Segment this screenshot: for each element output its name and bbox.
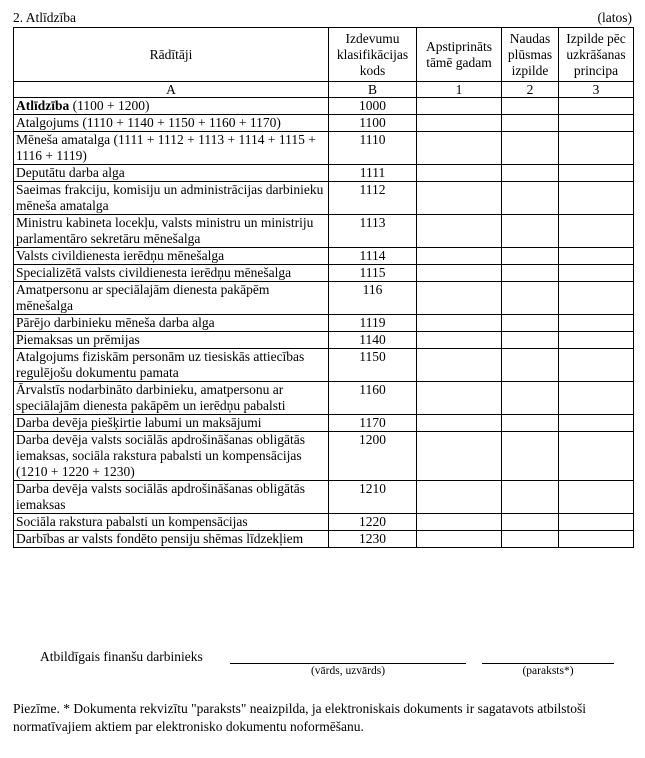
- cell-approved[interactable]: [417, 282, 502, 315]
- table-row: [14, 514, 634, 531]
- section-heading: [13, 9, 632, 27]
- row-code: 1210: [329, 481, 417, 514]
- cell-approved[interactable]: [417, 132, 502, 165]
- table-row: [14, 382, 634, 415]
- cell-approved[interactable]: [417, 531, 502, 548]
- cell-accrual[interactable]: [559, 248, 634, 265]
- cell-accrual[interactable]: [559, 98, 634, 115]
- row-label: Amatpersonu ar speciālajām dienesta pakāpēm mēnešalga: [14, 282, 329, 315]
- row-label: Darba devēja piešķirtie labumi un maksājumi: [14, 415, 329, 432]
- cell-accrual[interactable]: [559, 415, 634, 432]
- cell-cashflow[interactable]: [502, 98, 559, 115]
- header-code: Izdevumu klasifikācijas kods: [329, 28, 417, 82]
- table-row: [14, 481, 634, 514]
- cell-cashflow[interactable]: [502, 332, 559, 349]
- column-letter: 3: [559, 82, 634, 98]
- row-label: Darba devēja valsts sociālās apdrošināšanas obligātās iemaksas: [14, 481, 329, 514]
- table-row: [14, 531, 634, 548]
- cell-approved[interactable]: [417, 98, 502, 115]
- cell-accrual[interactable]: [559, 265, 634, 282]
- table-row: [14, 265, 634, 282]
- cell-cashflow[interactable]: [502, 115, 559, 132]
- row-code: 1114: [329, 248, 417, 265]
- cell-accrual[interactable]: [559, 315, 634, 332]
- name-caption: (vārds, uzvārds): [310, 665, 386, 677]
- row-code: 1112: [329, 182, 417, 215]
- table-header-row: [14, 28, 634, 82]
- row-code: 1000: [329, 98, 417, 115]
- cell-accrual[interactable]: [559, 382, 634, 415]
- footnote: Piezīme. * Dokumenta rekvizītu "paraksts" neaizpilda, ja elektroniskais dokuments ir sagatavots atbilstoši normatīvajiem aktiem par elektronisko dokumentu noformēšanu.: [13, 701, 587, 734]
- cell-accrual[interactable]: [559, 514, 634, 531]
- row-code: 1140: [329, 332, 417, 349]
- row-code: 1115: [329, 265, 417, 282]
- cell-cashflow[interactable]: [502, 182, 559, 215]
- cell-cashflow[interactable]: [502, 415, 559, 432]
- row-label: Ārvalstīs nodarbināto darbinieku, amatpersonu ar speciālajām dienesta pakāpēm un ierēdņu pabalsti: [14, 382, 329, 415]
- cell-approved[interactable]: [417, 481, 502, 514]
- row-code: 1150: [329, 349, 417, 382]
- column-letter: 2: [502, 82, 559, 98]
- cell-accrual[interactable]: [559, 282, 634, 315]
- header-accrual: Izpilde pēc uzkrāšanas principa: [559, 28, 634, 82]
- table-row: [14, 415, 634, 432]
- cell-accrual[interactable]: [559, 481, 634, 514]
- cell-approved[interactable]: [417, 415, 502, 432]
- table-row: [14, 282, 634, 315]
- cell-approved[interactable]: [417, 215, 502, 248]
- row-code: 1200: [329, 432, 417, 481]
- cell-approved[interactable]: [417, 115, 502, 132]
- column-letter: A: [14, 82, 329, 98]
- cell-approved[interactable]: [417, 432, 502, 481]
- row-label: Atalgojums (1110 + 1140 + 1150 + 1160 + 1170): [14, 115, 329, 132]
- column-letter: B: [329, 82, 417, 98]
- cell-accrual[interactable]: [559, 165, 634, 182]
- cell-cashflow[interactable]: [502, 248, 559, 265]
- row-label: Saeimas frakciju, komisiju un administrācijas darbinieku mēneša amatalga: [14, 182, 329, 215]
- cell-approved[interactable]: [417, 332, 502, 349]
- table-row: [14, 315, 634, 332]
- row-code: 1170: [329, 415, 417, 432]
- unit-label: (latos): [597, 10, 632, 25]
- cell-accrual[interactable]: [559, 349, 634, 382]
- header-approved: Apstiprināts tāmē gadam: [417, 28, 502, 82]
- row-label-rest: (1100 + 1200): [69, 98, 150, 113]
- row-code: 1220: [329, 514, 417, 531]
- cell-cashflow[interactable]: [502, 165, 559, 182]
- cell-cashflow[interactable]: [502, 481, 559, 514]
- cell-cashflow[interactable]: [502, 132, 559, 165]
- cell-approved[interactable]: [417, 182, 502, 215]
- section-title: 2. Atlīdzība: [13, 10, 76, 25]
- table-row: [14, 215, 634, 248]
- signature-label: Atbildīgais finanšu darbinieks: [40, 649, 203, 664]
- cell-cashflow[interactable]: [502, 265, 559, 282]
- cell-cashflow[interactable]: [502, 514, 559, 531]
- table-row: [14, 182, 634, 215]
- table-row: [14, 332, 634, 349]
- cell-cashflow[interactable]: [502, 531, 559, 548]
- row-code: 1113: [329, 215, 417, 248]
- row-code: 1110: [329, 132, 417, 165]
- cell-approved[interactable]: [417, 165, 502, 182]
- row-label: Pārējo darbinieku mēneša darba alga: [14, 315, 329, 332]
- cell-accrual[interactable]: [559, 215, 634, 248]
- cell-approved[interactable]: [417, 514, 502, 531]
- column-letter: 1: [417, 82, 502, 98]
- row-code: 116: [329, 282, 417, 315]
- table-row: [14, 98, 634, 115]
- row-label: [14, 98, 329, 115]
- cell-cashflow[interactable]: [502, 349, 559, 382]
- row-label: Specializētā valsts civildienesta ierēdņu mēnešalga: [14, 265, 329, 282]
- cell-approved[interactable]: [417, 248, 502, 265]
- cell-accrual[interactable]: [559, 432, 634, 481]
- header-indicators: Rādītāji: [14, 28, 329, 82]
- table-row: [14, 248, 634, 265]
- cell-cashflow[interactable]: [502, 382, 559, 415]
- row-code: 1160: [329, 382, 417, 415]
- remuneration-table: [13, 27, 634, 548]
- table-row: [14, 349, 634, 382]
- table-row: [14, 432, 634, 481]
- cell-approved[interactable]: [417, 265, 502, 282]
- table-row: [14, 115, 634, 132]
- cell-cashflow[interactable]: [502, 282, 559, 315]
- column-letters-row: [14, 82, 634, 98]
- cell-approved[interactable]: [417, 315, 502, 332]
- header-cashflow: Naudas plūsmas izpilde: [502, 28, 559, 82]
- row-label-bold: Atlīdzība: [16, 98, 70, 113]
- row-label: Darbības ar valsts fondēto pensiju shēmas līdzekļiem: [14, 531, 329, 548]
- cell-cashflow[interactable]: [502, 315, 559, 332]
- cell-approved[interactable]: [417, 382, 502, 415]
- cell-cashflow[interactable]: [502, 215, 559, 248]
- row-label: Atalgojums fiziskām personām uz tiesiskās attiecības regulējošu dokumentu pamata: [14, 349, 329, 382]
- row-label: Piemaksas un prēmijas: [14, 332, 329, 349]
- cell-approved[interactable]: [417, 349, 502, 382]
- row-label: Deputātu darba alga: [14, 165, 329, 182]
- row-code: 1111: [329, 165, 417, 182]
- signature-block: [40, 648, 620, 684]
- cell-accrual[interactable]: [559, 115, 634, 132]
- table-row: [14, 165, 634, 182]
- cell-accrual[interactable]: [559, 132, 634, 165]
- signature-caption: (paraksts*): [522, 665, 574, 677]
- row-code: 1230: [329, 531, 417, 548]
- row-label: Darba devēja valsts sociālās apdrošināšanas obligātās iemaksas, sociāla rakstura pabalsti un kompensācijas (1210 + 1220 + 1230): [14, 432, 329, 481]
- row-label: Valsts civildienesta ierēdņu mēnešalga: [14, 248, 329, 265]
- row-label: Mēneša amatalga (1111 + 1112 + 1113 + 1114 + 1115 + 1116 + 1119): [14, 132, 329, 165]
- row-code: 1119: [329, 315, 417, 332]
- row-code: 1100: [329, 115, 417, 132]
- cell-accrual[interactable]: [559, 182, 634, 215]
- cell-cashflow[interactable]: [502, 432, 559, 481]
- table-row: [14, 132, 634, 165]
- cell-accrual[interactable]: [559, 531, 634, 548]
- row-label: Ministru kabineta locekļu, valsts ministru un ministriju parlamentāro sekretāru mēnešalga: [14, 215, 329, 248]
- row-label: Sociāla rakstura pabalsti un kompensācijas: [14, 514, 329, 531]
- cell-accrual[interactable]: [559, 332, 634, 349]
